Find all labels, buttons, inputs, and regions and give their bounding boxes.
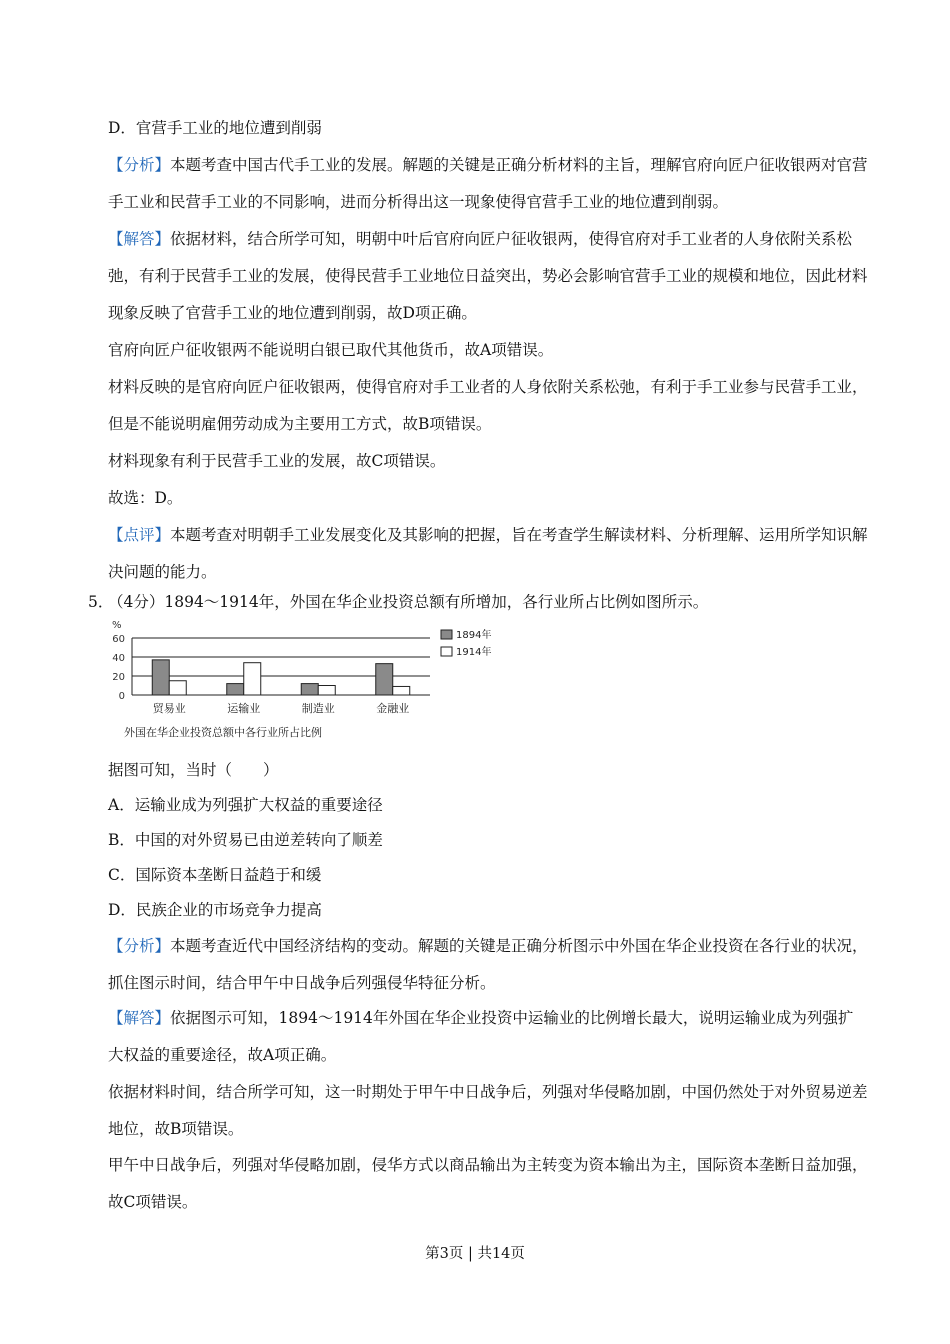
answer-text: 依据图示可知，1894～1914年外国在华企业投资中运输业的比例增长最大，说明运输业成为列强扩大权益的重要途径，故A项正确。 [108,1009,854,1064]
x-tick-label: 运输业 [227,702,261,715]
question-number: 5． [88,593,114,611]
question-stem: （4分）1894～1914年，外国在华企业投资总额有所增加，各行业所占比例如图所示。 [108,593,709,611]
explanation-c: 甲午中日战争后，列强对华侵略加剧，侵华方式以商品输出为主转变为资本输出为主，国际资本垄断日益加强，故C项错误。 [108,1156,868,1211]
bar [244,663,261,695]
y-tick-label: 40 [112,653,125,664]
comment-text: 本题考查对明朝手工业发展变化及其影响的把握，旨在考查学生解读材料、分析理解、运用所学知识解决问题的能力。 [108,526,868,581]
bar [301,684,318,695]
bar [152,660,169,695]
question-prompt: 据图可知，当时（ ） [108,761,279,779]
analysis-tag: 【分析】 [108,156,171,174]
bar [169,681,186,695]
option-c[interactable]: C．国际资本垄断日益趋于和缓 [108,866,322,884]
y-tick-label: 0 [118,691,125,702]
option-a[interactable]: A．运输业成为列强扩大权益的重要途径 [108,796,383,814]
explanation-c: 材料现象有利于民营手工业的发展，故C项错误。 [108,452,446,470]
analysis-text: 本题考查中国古代手工业的发展。解题的关键是正确分析材料的主旨，理解官府向匠户征收银两对官营手工业和民营手工业的不同影响，进而分析得出这一现象使得官营手工业的地位遭到削弱。 [108,156,868,211]
bar [376,664,393,695]
explanation-a: 官府向匠户征收银两不能说明白银已取代其他货币，故A项错误。 [108,341,554,359]
investment-bar-chart [112,618,502,744]
answer-paragraph [108,1000,868,1074]
explanation-b: 材料反映的是官府向匠户征收银两，使得官府对手工业者的人身依附关系松弛，有利于手工业参与民营手工业，但是不能说明雇佣劳动成为主要用工方式，故B项错误。 [108,378,868,433]
analysis-tag: 【分析】 [108,937,171,955]
legend-label: 1914年 [456,647,492,658]
option-d-prev: D．官营手工业的地位遭到削弱 [108,119,322,137]
option-d[interactable]: D．民族企业的市场竞争力提高 [108,901,322,919]
option-b[interactable]: B．中国的对外贸易已由逆差转向了顺差 [108,831,383,849]
x-tick-label: 制造业 [301,702,335,715]
bar [318,686,335,696]
analysis-text: 本题考查近代中国经济结构的变动。解题的关键是正确分析图示中外国在华企业投资在各行业的状况，抓住图示时间，结合甲午中日战争后列强侵华特征分析。 [108,937,868,992]
bar [393,686,410,695]
answer-paragraph-prev [108,221,868,332]
chart-title: 外国在华企业投资总额中各行业所占比例 [124,726,322,739]
legend-label: 1894年 [456,630,492,641]
x-tick-label: 金融业 [376,702,410,715]
final-choice: 故选：D。 [108,489,183,507]
legend-swatch [441,630,452,639]
bar [227,684,244,695]
y-tick-label: 60 [112,634,125,645]
answer-tag: 【解答】 [108,1009,171,1027]
comment-paragraph [108,517,868,591]
y-axis-label: % [112,620,122,631]
legend-swatch [441,647,452,656]
answer-tag: 【解答】 [108,230,171,248]
x-tick-label: 贸易业 [152,702,186,715]
analysis-paragraph-prev [108,147,868,221]
page-footer: 第3页 | 共14页 [425,1246,525,1262]
answer-text: 依据材料，结合所学可知，明朝中叶后官府向匠户征收银两，使得官府对手工业者的人身依附关系松弛，有利于民营手工业的发展，使得民营手工业地位日益突出，势必会影响官营手工业的规模和地位，因此材料现象反映了官营手工业的地位遭到削弱，故D项正确。 [108,230,868,322]
y-tick-label: 20 [112,672,125,683]
comment-tag: 【点评】 [108,526,171,544]
analysis-paragraph [108,928,868,1002]
explanation-b: 依据材料时间，结合所学可知，这一时期处于甲午中日战争后，列强对华侵略加剧，中国仍然处于对外贸易逆差地位，故B项错误。 [108,1083,868,1138]
